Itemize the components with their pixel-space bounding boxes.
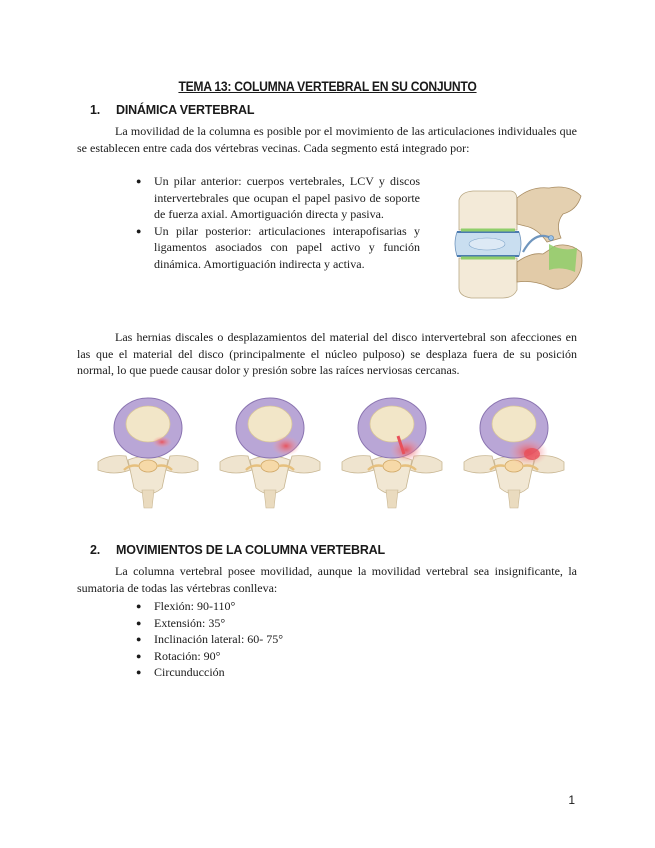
list-item: ● Inclinación lateral: 60- 75° bbox=[136, 631, 436, 648]
list-item: ● Un pilar anterior: cuerpos vertebrales, LCV y discos intervertebrales que ocupan el papel pasivo de soporte de fuerza axial. Amortiguación directa y pasiva. bbox=[136, 173, 420, 223]
vertebral-segment-illustration bbox=[451, 182, 591, 310]
list-item: ● Un pilar posterior: articulaciones interapofisarias y ligamentos asociados con papel activo y función dinámica. Amortiguación indirecta y activa. bbox=[136, 223, 420, 273]
section-2-number: 2. bbox=[90, 543, 101, 557]
section-2-heading bbox=[90, 543, 385, 557]
section-2-intro: La columna vertebral posee movilidad, aunque la movilidad vertebral sea insignificante, la sumatoria de todas las vértebras conlleva: bbox=[77, 564, 577, 595]
section-2-title: MOVIMIENTOS DE LA COLUMNA VERTEBRAL bbox=[116, 543, 385, 557]
list-item: ● Rotación: 90° bbox=[136, 648, 436, 665]
page-title: TEMA 13: COLUMNA VERTEBRAL EN SU CONJUNTO bbox=[178, 79, 477, 94]
disc-herniation-stages-illustration bbox=[86, 390, 578, 510]
section-1-number: 1. bbox=[90, 103, 101, 117]
section-1-bullet-list bbox=[136, 173, 420, 272]
list-item: ● Circunducción bbox=[136, 664, 436, 681]
hernia-paragraph: Las hernias discales o desplazamientos del material del disco intervertebral son afecciones en las que el material del disco (principalmente el núcleo pulposo) se desplaza fuera de su posición normal, lo que puede causar dolor y presión sobre las raíces nerviosas cercanas. bbox=[77, 330, 577, 377]
section-1-title: DINÁMICA VERTEBRAL bbox=[116, 103, 255, 117]
section-1-heading bbox=[90, 103, 254, 117]
list-item: ● Extensión: 35° bbox=[136, 615, 436, 632]
movements-list bbox=[136, 598, 436, 681]
section-1-intro: La movilidad de la columna es posible por el movimiento de las articulaciones individuales que se establecen entre cada dos vértebras vecinas. Cada segmento está integrado por: bbox=[77, 124, 577, 155]
list-item: ● Flexión: 90-110° bbox=[136, 598, 436, 615]
page-number: 1 bbox=[568, 793, 575, 807]
